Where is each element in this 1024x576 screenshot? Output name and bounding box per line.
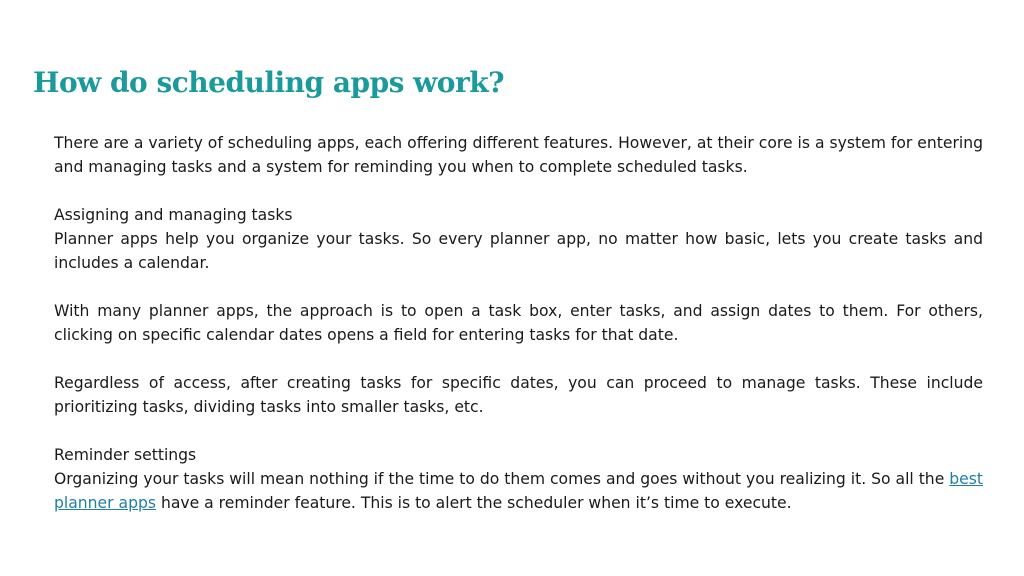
regardless-paragraph: Regardless of access, after creating tasks for specific dates, you can proceed to manage tasks. These include prioritizing tasks, dividing tasks into smaller tasks, etc. [54, 374, 983, 416]
reminder-section [54, 443, 983, 515]
reminder-body-start: Organizing your tasks will mean nothing if the time to do them comes and goes without you realizing it. So all the [54, 470, 950, 488]
assigning-section [54, 203, 983, 275]
body-content [54, 131, 983, 515]
page-title: How do scheduling apps work? [33, 66, 505, 99]
assigning-body: Planner apps help you organize your tasks. So every planner app, no matter how basic, lets you create tasks and includes a calendar. [54, 230, 983, 272]
reminder-body-end: have a reminder feature. This is to alert the scheduler when it’s time to execute. [156, 494, 792, 512]
best-planner-apps-link[interactable]: best planner apps [54, 470, 983, 512]
many-apps-paragraph: With many planner apps, the approach is to open a task box, enter tasks, and assign dates to them. For others, clicking on specific calendar dates opens a field for entering tasks for that date. [54, 302, 983, 344]
reminder-heading: Reminder settings [54, 446, 197, 464]
assigning-heading: Assigning and managing tasks [54, 206, 293, 224]
intro-paragraph: There are a variety of scheduling apps, each offering different features. However, at their core is a system for entering and managing tasks and a system for reminding you when to complete scheduled tasks. [54, 134, 983, 176]
